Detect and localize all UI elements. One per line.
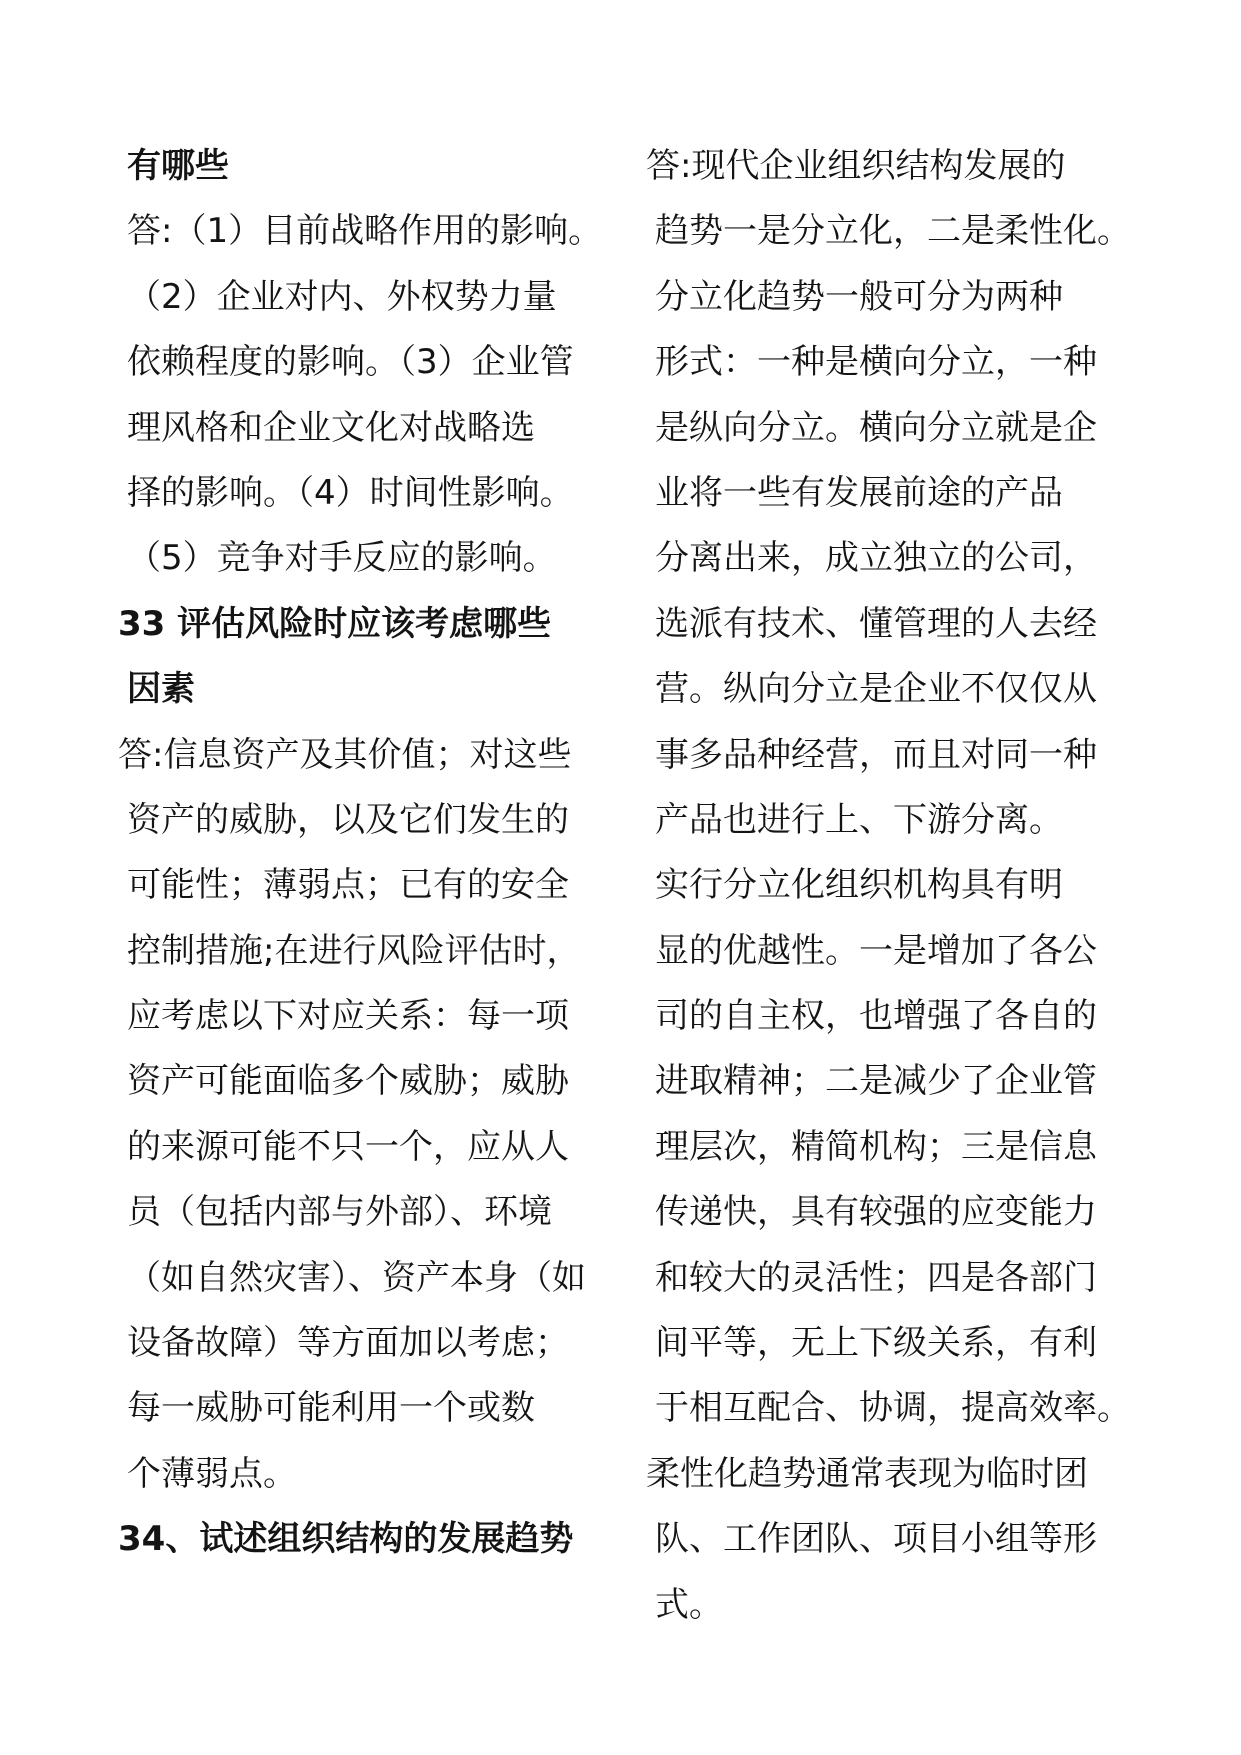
answer-line: 答:现代企业组织结构发展的 (646, 146, 1066, 186)
answer-line: 个薄弱点。 (127, 1453, 297, 1494)
right-column (646, 134, 1186, 1638)
answer-line: 每一威胁可能利用一个或数 (127, 1388, 535, 1429)
answer-line: 柔性化趋势通常表现为临时团 (646, 1453, 1088, 1494)
question-heading-33: 33 评估风险时应该考虑哪些 (118, 603, 552, 644)
answer-line: 分立化趋势一般可分为两种 (655, 276, 1063, 317)
answer-line: 趋势一是分立化，二是柔性化。 (655, 211, 1131, 252)
answer-line: 进取精神；二是减少了企业管 (655, 1061, 1097, 1102)
answer-line: 产品也进行上、下游分离。 (655, 799, 1063, 840)
answer-line: 队、工作团队、项目小组等形 (655, 1519, 1097, 1560)
answer-line: （如自然灾害）、资产本身（如 (127, 1257, 586, 1298)
answer-line: 理层次，精简机构；三是信息 (655, 1126, 1097, 1167)
question-heading-33-continuation: 因素 (127, 669, 195, 710)
answer-line: 员（包括内部与外部）、环境 (127, 1192, 552, 1233)
left-column (118, 134, 658, 1573)
answer-line: 理风格和企业文化对战略选 (127, 407, 535, 448)
answer-line: 答:（1）目前战略作用的影响。 (127, 211, 603, 252)
answer-line: 设备故障）等方面加以考虑； (127, 1323, 569, 1364)
answer-line: 分离出来，成立独立的公司， (655, 538, 1097, 579)
answer-line: 显的优越性。一是增加了各公 (655, 930, 1097, 971)
answer-line: 资产可能面临多个威胁；威胁 (127, 1061, 569, 1102)
question-heading-continuation: 有哪些 (127, 146, 229, 186)
answer-line: 是纵向分立。横向分立就是企 (655, 407, 1097, 448)
answer-line: 实行分立化组织机构具有明 (655, 865, 1063, 906)
answer-line: 传递快，具有较强的应变能力 (655, 1192, 1097, 1233)
answer-line: 控制措施;在进行风险评估时， (127, 930, 581, 971)
answer-line: 和较大的灵活性；四是各部门 (655, 1257, 1097, 1298)
answer-line: 式。 (655, 1584, 723, 1625)
question-heading-34: 34、试述组织结构的发展趋势 (118, 1519, 574, 1560)
answer-line: 答:信息资产及其价值；对这些 (118, 734, 572, 775)
answer-line: 事多品种经营，而且对同一种 (655, 734, 1097, 775)
answer-line: 择的影响。（4）时间性影响。 (127, 472, 574, 513)
answer-line: 应考虑以下对应关系：每一项 (127, 996, 569, 1037)
answer-line: 资产的威胁，以及它们发生的 (127, 799, 569, 840)
answer-line: 形式：一种是横向分立，一种 (655, 342, 1097, 383)
answer-line: 可能性；薄弱点；已有的安全 (127, 865, 569, 906)
answer-line: 选派有技术、懂管理的人去经 (655, 603, 1097, 644)
answer-line: 业将一些有发展前途的产品 (655, 472, 1063, 513)
answer-line: 营。纵向分立是企业不仅仅从 (655, 669, 1097, 710)
answer-line: 司的自主权，也增强了各自的 (655, 996, 1097, 1037)
answer-line: （2）企业对内、外权势力量 (127, 276, 557, 317)
answer-line: 间平等，无上下级关系，有利 (655, 1323, 1097, 1364)
answer-line: 于相互配合、协调，提高效率。 (655, 1388, 1131, 1429)
answer-line: 的来源可能不只一个，应从人 (127, 1126, 569, 1167)
answer-line: 依赖程度的影响。（3）企业管 (127, 342, 574, 383)
answer-line: （5）竞争对手反应的影响。 (127, 538, 557, 579)
